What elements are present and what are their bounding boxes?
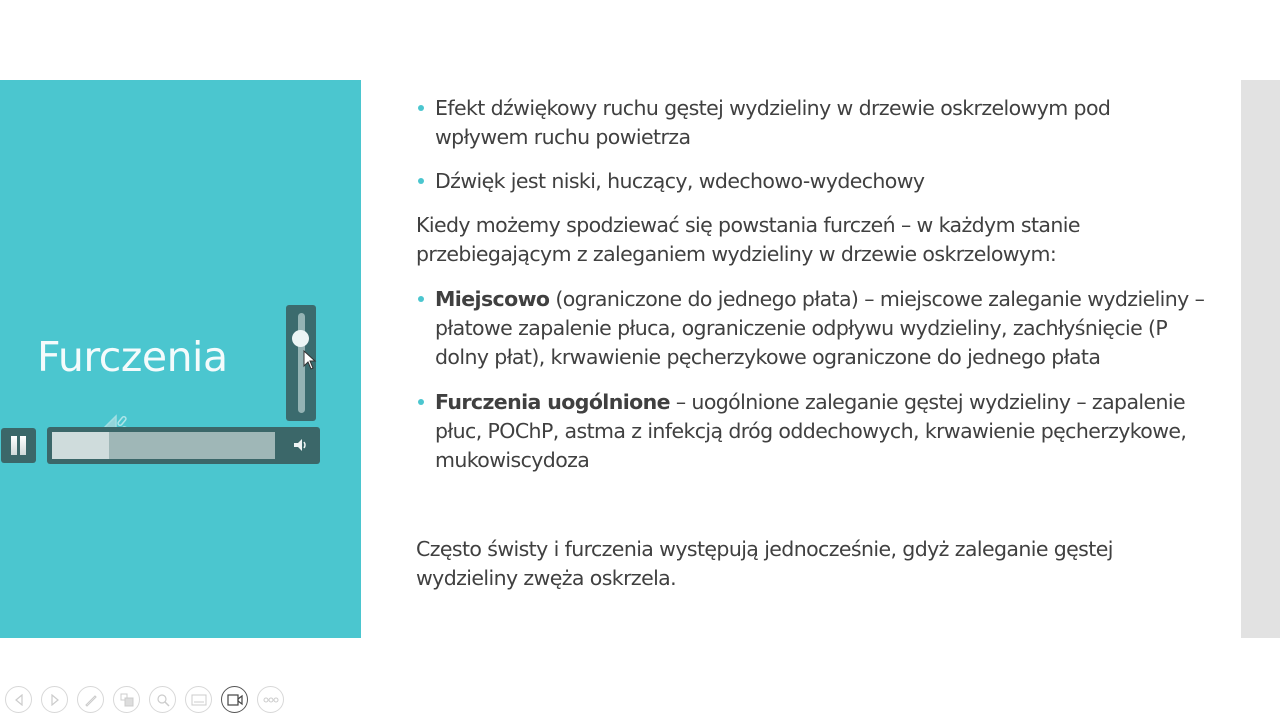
seek-bar[interactable] xyxy=(47,427,320,464)
subtitles-icon xyxy=(191,694,207,706)
presenter-toolbar xyxy=(5,686,284,713)
slides-grid-icon xyxy=(120,693,134,707)
zoom-button[interactable] xyxy=(149,686,176,713)
more-options-button[interactable] xyxy=(257,686,284,713)
see-all-slides-button[interactable] xyxy=(113,686,140,713)
bullet-item: Efekt dźwiękowy ruchu gęstej wydzieliny w drzewie oskrzelowym pod wpływem ruchu powietrza xyxy=(416,94,1206,152)
chevron-right-icon xyxy=(49,694,61,706)
bullet-item-local: Miejscowo (ograniczone do jednego płata) – miejscowe zaleganie wydzieliny – płatowe zapalenie płuca, ograniczenie odpływu wydzieliny, zachłyśnięcie (P dolny płat), krwawienie pęcherzykowe ograniczone do jednego płata xyxy=(416,285,1206,372)
magnifier-icon xyxy=(156,693,170,707)
camera-button[interactable] xyxy=(221,686,248,713)
slide-title: Furczenia xyxy=(37,333,228,381)
more-icon xyxy=(263,697,279,703)
pause-button[interactable] xyxy=(1,428,36,463)
volume-icon[interactable] xyxy=(293,438,309,452)
volume-thumb[interactable] xyxy=(292,330,309,347)
mouse-cursor-icon xyxy=(303,350,317,370)
previous-slide-button[interactable] xyxy=(5,686,32,713)
pause-icon xyxy=(11,436,17,455)
video-camera-icon xyxy=(227,694,243,706)
seek-progress xyxy=(52,432,109,459)
bullet-item: Dźwięk jest niski, huczący, wdechowo-wydechowy xyxy=(416,167,1206,196)
slide-content xyxy=(416,94,1206,593)
bullet-item-generalized: Furczenia uogólnione – uogólnione zaleganie gęstej wydzieliny – zapalenie płuc, POChP, astma z infekcją dróg oddechowych, krwawienie pęcherzykowe, mukowiscydoza xyxy=(416,388,1206,475)
pen-button[interactable] xyxy=(77,686,104,713)
pause-icon xyxy=(20,436,26,455)
next-slide-button[interactable] xyxy=(41,686,68,713)
slide-edge-bar xyxy=(1241,80,1280,638)
chevron-left-icon xyxy=(13,694,25,706)
seek-track[interactable] xyxy=(52,432,275,459)
intro-paragraph: Kiedy możemy spodziewać się powstania furczeń – w każdym stanie przebiegającym z zaleganiem wydzieliny w drzewie oskrzelowym: xyxy=(416,213,1080,266)
pen-icon xyxy=(84,693,98,707)
closing-paragraph: Często świsty i furczenia występują jednocześnie, gdyż zaleganie gęstej wydzieliny zwęża oskrzela. xyxy=(416,537,1113,590)
subtitles-button[interactable] xyxy=(185,686,212,713)
